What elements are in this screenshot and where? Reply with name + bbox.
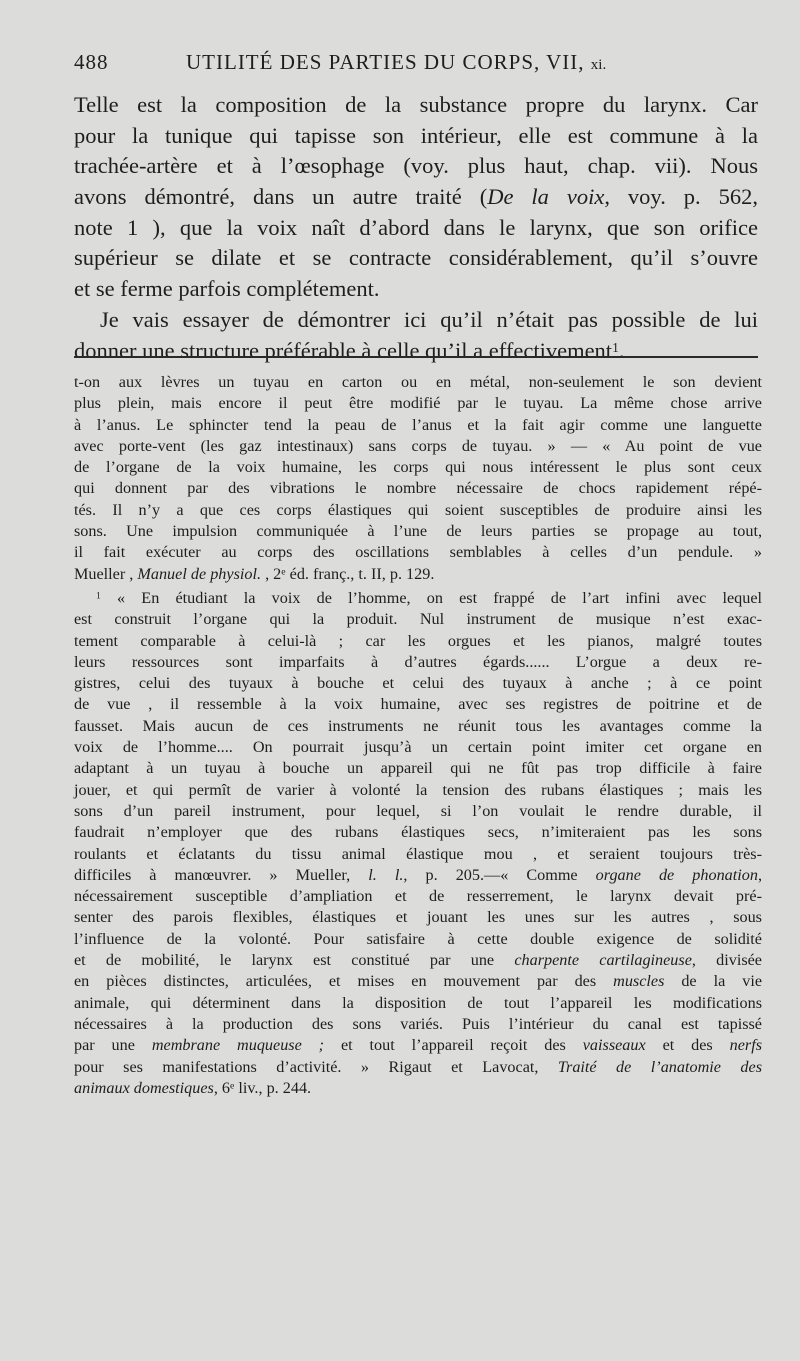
footnote-line: faudrait n’employer que des rubans élastiques secs, n’imiteraient pas les sons <box>74 823 762 842</box>
running-title-section: xi. <box>590 57 607 73</box>
footnote-line: pour ses manifestations d’activité. » Rigaut et Lavocat, Traité de l’anatomie des <box>74 1057 762 1076</box>
footnote-line: t-on aux lèvres un tuyau en carton ou en métal, non-seulement le son devient <box>74 373 762 391</box>
footnote-line: par une membrane muqueuse ; et tout l’appareil reçoit des vaisseaux et des nerfs <box>74 1036 762 1055</box>
footnote-line: de vue , il ressemble à la voix humaine, avec ses registres de poitrine et de <box>74 695 762 714</box>
footnote-line: l’influence de la volonté. Pour satisfaire à cette double exigence de solidité <box>74 929 762 948</box>
running-title <box>186 50 606 75</box>
footnote-line: animaux domestiques, 6e liv., p. 244. <box>74 1078 312 1097</box>
main-text-line: avons démontré, dans un autre traité (De la voix, voy. p. 562, <box>74 184 758 210</box>
footnote-line: et de mobilité, le larynx est constitué par une charpente cartilagineuse, divisée <box>74 951 762 970</box>
footnote-line: adaptant à un tuyau à bouche un appareil qui ne fût pas trop difficile à faire <box>74 759 762 778</box>
footnote-line: nécessaires à la production des sons variés. Puis l’intérieur du canal est tapissé <box>74 1014 762 1033</box>
footnote-line: qui donnent par des vibrations le nombre nécessaire de chocs rapidement répé- <box>74 479 762 498</box>
footnote-line: avec porte-vent (les gaz intestinaux) sans corps de tuyau. » — « Au point de vue <box>74 436 762 455</box>
footnote-line: gistres, celui des tuyaux à bouche et celui des tuyaux à anche ; à ce point <box>74 674 762 693</box>
footnote-line: fausset. Mais aucun de ces instruments ne réunit tous les avantages comme la <box>74 716 762 735</box>
main-text-line: trachée-artère et à l’œsophage (voy. plus haut, chap. vii). Nous <box>74 153 758 179</box>
footnote-line: est construit l’organe qui la produit. Nul instrument de musique n’est exac- <box>74 610 762 629</box>
footnote-line: nécessairement susceptible d’ampliation et de resserrement, le larynx devait pré- <box>74 887 762 906</box>
main-text-line: et se ferme parfois complétement. <box>74 276 380 302</box>
footnote-line: animale, qui déterminent dans la disposition de tout l’appareil les modifications <box>74 993 762 1012</box>
main-text-line: pour la tunique qui tapisse son intérieur, elle est commune à la <box>74 122 758 148</box>
footnote-line: jouer, et qui permît de varier à volonté la tension des rubans élastiques ; mais les <box>74 780 762 799</box>
footnote-line: sons. Une impulsion communiquée à l’une de leurs parties se propage au tout, <box>74 522 762 541</box>
main-text-line: note 1 ), que la voix naît d’abord dans le larynx, que son orifice <box>74 214 758 240</box>
main-text-line: supérieur se dilate et se contracte considérablement, qu’il s’ouvre <box>74 245 758 271</box>
footnote-line: de l’organe de la voix humaine, les corps qui nous intéressent le plus sont ceux <box>74 458 762 477</box>
running-title-text: UTILITÉ DES PARTIES DU CORPS, VII, <box>186 50 585 74</box>
main-text-line: donner une structure préférable à celle qu’il a effectivement$^1$. <box>74 337 625 363</box>
footnote-separator-rule <box>74 356 758 358</box>
main-text <box>74 90 758 366</box>
footnote-line: en pièces distinctes, articulées, et mises en mouvement par des muscles de la vie <box>74 972 762 991</box>
footnote-line: tement comparable à celui-là ; car les orgues et les pianos, malgré toutes <box>74 631 762 650</box>
footnote-line: difficiles à manœuvrer. » Mueller, l. l., p. 205.—« Comme organe de phonation, <box>74 865 762 884</box>
page-number: 488 <box>74 50 109 74</box>
footnote-line: à l’anus. Le sphincter tend la peau de l’anus et la fait agir comme une languette <box>74 415 762 434</box>
footnote-line: voix de l’homme.... On pourrait jusqu’à un certain point imiter cet organe en <box>74 738 762 757</box>
footnote-line: il fait exécuter au corps des oscillations semblables à celles d’un pendule. » <box>74 543 762 562</box>
footnote-line: Mueller , Manuel de physiol. , 2e éd. franç., t. II, p. 129. <box>74 564 435 583</box>
footnote-line: leurs ressources sont imparfaits à d’autres égards...... L’orgue a deux re- <box>74 652 762 671</box>
main-text-line: Telle est la composition de la substance propre du larynx. Car <box>74 92 758 117</box>
footnote-line: tés. Il n’y a que ces corps élastiques qui soient susceptibles de produire ainsi les <box>74 500 762 519</box>
footnote-line: plus plein, mais encore il peut être modifié par le tuyau. La même chose arrive <box>74 394 762 413</box>
main-text-line: Je vais essayer de démontrer ici qu’il n’était pas possible de lui <box>100 306 758 332</box>
footnote-line: roulants et éclatants du tissu animal élastique mou , et seraient toujours très- <box>74 844 762 863</box>
footnote-line: $^1$ « En étudiant la voix de l’homme, on est frappé de l’art infini avec lequel <box>96 588 762 607</box>
footnote-line: senter des parois flexibles, élastiques et jouant les unes sur les autres , sous <box>74 908 762 927</box>
footnotes <box>74 372 762 1099</box>
footnote-line: sons d’un pareil instrument, pour lequel, si l’on voulait le rendre durable, il <box>74 801 762 820</box>
